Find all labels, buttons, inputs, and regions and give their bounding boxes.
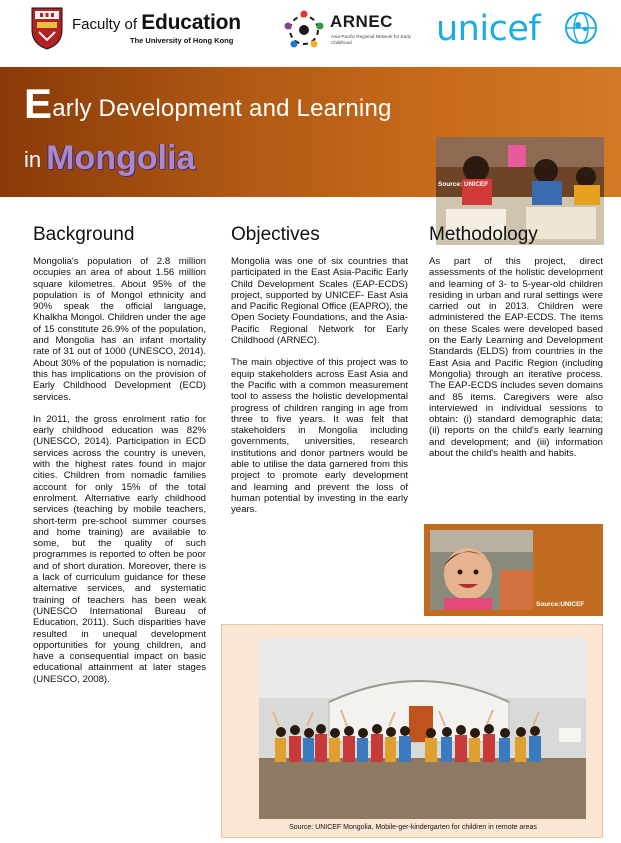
methodology-section bbox=[429, 224, 603, 459]
background-section bbox=[33, 224, 206, 685]
smiling-child-photo bbox=[430, 530, 533, 610]
objectives-section bbox=[231, 224, 408, 516]
banner-photo-source: Source: UNICEF bbox=[438, 181, 489, 188]
hku-logo bbox=[30, 6, 240, 52]
title-line-1: Early Development and Learning bbox=[24, 80, 392, 127]
arnec-logo bbox=[283, 8, 413, 54]
methodology-heading: Methodology bbox=[429, 224, 538, 245]
objectives-paragraph-2: The main objective of this project was to equip stakeholders across East Asia and the Pacific with a common measurement tool to assess the holistic developmental progress of children ranging in age from three to five years. It was felt that stakeholders in Mongolia including governments, universities, research institutions and donor partners would be able to utilise the data garnered from this project to promote early development and learning and prevent the loss of human potential by investing in the early years. bbox=[231, 357, 408, 516]
unicef-logo bbox=[436, 6, 606, 54]
ger-photo-caption: Source: UNICEF Mongolia, Mobile-ger-kindergarten for children in remote areas bbox=[289, 824, 537, 831]
hku-faculty-name: Faculty of Education bbox=[72, 11, 241, 34]
arnec-subtitle: Asia-Pacific Regional Network for Early Childhood bbox=[331, 34, 411, 45]
unicef-wordmark: unicef bbox=[436, 9, 541, 49]
title-banner bbox=[0, 67, 621, 197]
objectives-heading: Objectives bbox=[231, 224, 320, 245]
title-country: Mongolia bbox=[46, 139, 196, 177]
mobile-ger-kindergarten-photo bbox=[259, 638, 586, 819]
background-paragraph-2: In 2011, the gross enrolment ratio for early childhood education was 82% (UNESCO, 2014). Participation in ECD services across the country is uneven, with the highest rates found in major cities. Children from nomadic families account for only 15% of the total enrolment. Alternative early childhood services (teaching by mobile teachers, short-term pre-school summer courses and home training) are available to some, but the quality of such programmes is reported to often be poor and of short duration. Moreover, there is a lack of curriculum guidance for these alternative services, and systematic training of teachers has been weak (UNESCO International Bureau of Education, 2011). Such disparities have resulted in unequal development opportunities for young children, and have a consequential impact on basic educational attainment at later stages (UNESCO, 2008). bbox=[33, 413, 206, 685]
background-heading: Background bbox=[33, 224, 135, 245]
ger-photo-block bbox=[221, 624, 603, 838]
arnec-name: ARNEC bbox=[330, 12, 393, 31]
child-photo-block bbox=[424, 524, 603, 616]
title-line-2: in Mongolia bbox=[24, 139, 196, 177]
background-paragraph-1: Mongolia's population of 2.8 million occupies an area of about 1.56 million square kilometres. About 95% of the population is of Mongol ethnicity and 90% speak the official language, Khalkha Mongol. Children under the age of 15 constitute 26.9% of the population, and Mongolia has an infant mortality rate of 31 out of 1000 (UNESCO, 2014). About 30% of the population is nomadic; this has implications on the provision of Early Childhood Development (ECD) services. bbox=[33, 256, 206, 403]
hku-university-name: The University of Hong Kong bbox=[130, 36, 234, 45]
arnec-people-icon bbox=[283, 9, 325, 51]
objectives-paragraph-1: Mongolia was one of six countries that participated in the East Asia-Pacific Early Child Development Scales (EAP-ECDS) project, supported by UNICEF- East Asia and Pacific Regional Office (EAPRO), the Open Society Foundations, and the Asia-Pacific Regional Network for Early Childhood (ARNEC). bbox=[231, 256, 408, 347]
methodology-paragraph-1: As part of this project, direct assessments of the holistic development and learning of 3- to 5-year-old children residing in urban and rural settings were carried out in 2013. Children were administered the EAP-ECDS. The items on these Scales were developed based on the Early Learning and Development Standards (ELDS) from countries in the East Asia and Pacific Region (including Mongolia) through an iterative process. The EAP-ECDS includes seven domains and 85 items. Caregivers were also interviewed in individual sessions to obtain: (i) standard demographic data; (ii) reports on the child's early learning and development; and (iii) information about the child's health and habits. bbox=[429, 256, 603, 460]
header bbox=[0, 0, 621, 66]
hku-crest-icon bbox=[30, 6, 64, 50]
child-photo-source: Source:UNICEF bbox=[536, 601, 585, 608]
unicef-emblem-icon bbox=[564, 11, 598, 45]
